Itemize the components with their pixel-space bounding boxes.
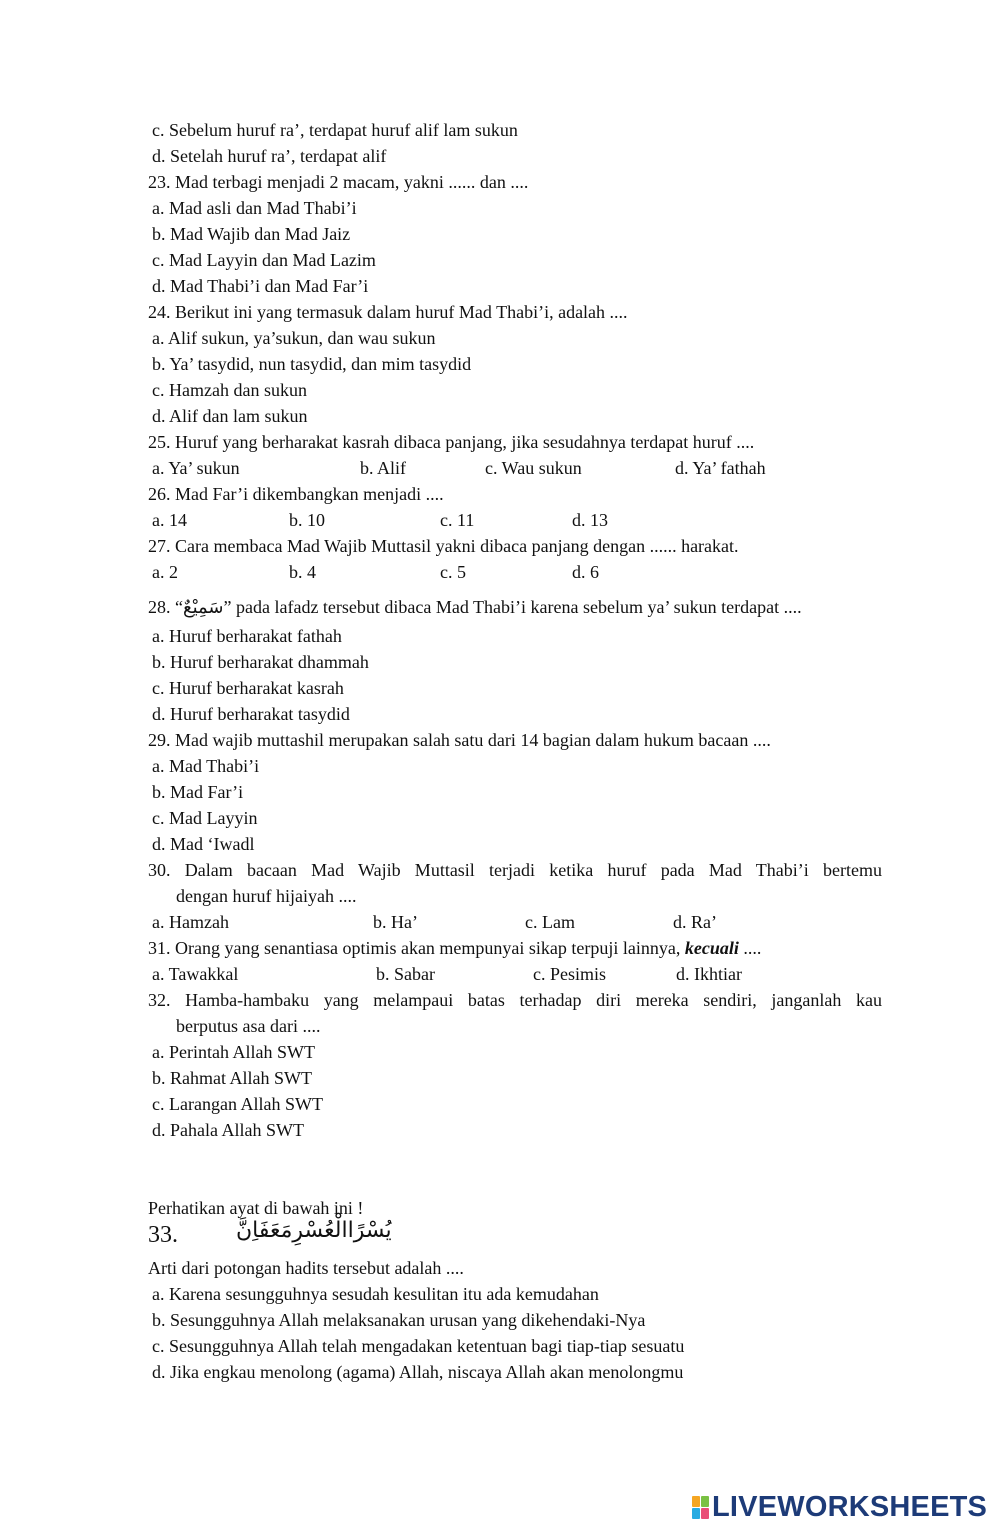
q32-question-line-2: berputus asa dari .... (176, 1016, 321, 1036)
q33-arabic-verse: يُسْرًاالْعُسْرِمَعَفَاِنَّ (236, 1218, 392, 1243)
q25-option-c: c. Wau sukun (485, 458, 582, 478)
q26-option-c: c. 11 (440, 510, 475, 530)
q33-number: 33. (148, 1222, 178, 1248)
q33-option-b: b. Sesungguhnya Allah melaksanakan urusan yang dikehendaki-Nya (152, 1310, 646, 1330)
q33-option-a: a. Karena sesungguhnya sesudah kesulitan itu ada kemudahan (152, 1284, 599, 1304)
q32-option-c: c. Larangan Allah SWT (152, 1094, 323, 1114)
q32-question-line-1: 32. Hamba-hambaku yang melampaui batas terhadap diri mereka sendiri, janganlah kau (148, 990, 882, 1010)
q25-option-a: a. Ya’ sukun (152, 458, 240, 478)
q33-option-c: c. Sesungguhnya Allah telah mengadakan ketentuan bagi tiap-tiap sesuatu (152, 1336, 685, 1356)
q22-option-d: d. Setelah huruf ra’, terdapat alif (152, 146, 387, 166)
q27-question: 27. Cara membaca Mad Wajib Muttasil yakni dibaca panjang dengan ...... harakat. (148, 536, 739, 556)
q31-option-a: a. Tawakkal (152, 964, 239, 984)
q29-option-b: b. Mad Far’i (152, 782, 244, 802)
q31-question (148, 937, 761, 959)
q31-option-c: c. Pesimis (533, 964, 607, 984)
q31-text: 31. Orang yang senantiasa optimis akan mempunyai sikap terpuji lainnya, (148, 938, 685, 958)
q28-option-a: a. Huruf berharakat fathah (152, 626, 342, 646)
instruction-text: Perhatikan ayat di bawah ini ! (148, 1198, 364, 1218)
q30-option-c: c. Lam (525, 912, 575, 932)
q30-option-d: d. Ra’ (673, 912, 717, 932)
q28-option-d: d. Huruf berharakat tasydid (152, 704, 350, 724)
logo-square-1 (692, 1496, 700, 1507)
q25-question: 25. Huruf yang berharakat kasrah dibaca panjang, jika sesudahnya terdapat huruf .... (148, 432, 755, 452)
q27-option-c: c. 5 (440, 562, 466, 582)
q28-arabic-word: سَمِيْعٌ (183, 597, 224, 618)
logo-text: LIVEWORKSHEETS (712, 1490, 988, 1523)
q31-ellipsis: .... (738, 938, 762, 958)
q28-text: ” pada lafadz tersebut dibaca Mad Thabi’i karena sebelum ya’ sukun terdapat .... (223, 597, 802, 617)
q28-option-b: b. Huruf berharakat dhammah (152, 652, 369, 672)
q33-question: Arti dari potongan hadits tersebut adalah .... (148, 1258, 464, 1278)
q32-option-a: a. Perintah Allah SWT (152, 1042, 315, 1062)
q31-option-b: b. Sabar (376, 964, 435, 984)
q25-option-b: b. Alif (360, 458, 407, 478)
q28-question (148, 596, 802, 619)
q26-question: 26. Mad Far’i dikembangkan menjadi .... (148, 484, 444, 504)
logo-grid-icon (692, 1496, 708, 1518)
q29-question: 29. Mad wajib muttashil merupakan salah satu dari 14 bagian dalam hukum bacaan .... (148, 730, 771, 750)
q23-option-c: c. Mad Layyin dan Mad Lazim (152, 250, 376, 270)
q26-option-d: d. 13 (572, 510, 608, 530)
q32-option-b: b. Rahmat Allah SWT (152, 1068, 312, 1088)
q28-number: 28. “ (148, 597, 183, 617)
q29-option-a: a. Mad Thabi’i (152, 756, 260, 776)
q24-option-c: c. Hamzah dan sukun (152, 380, 307, 400)
q23-option-b: b. Mad Wajib dan Mad Jaiz (152, 224, 351, 244)
q24-option-a: a. Alif sukun, ya’sukun, dan wau sukun (152, 328, 436, 348)
q30-question-line-2: dengan huruf hijaiyah .... (176, 886, 357, 906)
q32-option-d: d. Pahala Allah SWT (152, 1120, 304, 1140)
q23-option-d: d. Mad Thabi’i dan Mad Far’i (152, 276, 369, 296)
q30-question-line-1: 30. Dalam bacaan Mad Wajib Muttasil terjadi ketika huruf pada Mad Thabi’i bertemu (148, 860, 882, 880)
q27-option-a: a. 2 (152, 562, 178, 582)
logo-square-3 (692, 1508, 700, 1519)
logo-square-2 (701, 1496, 709, 1507)
q24-option-b: b. Ya’ tasydid, nun tasydid, dan mim tasydid (152, 354, 472, 374)
q29-option-d: d. Mad ‘Iwadl (152, 834, 255, 854)
q33-option-d: d. Jika engkau menolong (agama) Allah, niscaya Allah akan menolongmu (152, 1362, 684, 1382)
q26-option-b: b. 10 (289, 510, 325, 530)
q24-question: 24. Berikut ini yang termasuk dalam huruf Mad Thabi’i, adalah .... (148, 302, 628, 322)
q23-question: 23. Mad terbagi menjadi 2 macam, yakni ...... dan .... (148, 172, 529, 192)
q23-option-a: a. Mad asli dan Mad Thabi’i (152, 198, 357, 218)
q27-option-d: d. 6 (572, 562, 599, 582)
q26-option-a: a. 14 (152, 510, 187, 530)
q31-option-d: d. Ikhtiar (676, 964, 742, 984)
q27-option-b: b. 4 (289, 562, 316, 582)
q30-option-b: b. Ha’ (373, 912, 418, 932)
q25-option-d: d. Ya’ fathah (675, 458, 766, 478)
liveworksheets-logo (692, 1490, 987, 1524)
q22-option-c: c. Sebelum huruf ra’, terdapat huruf alif lam sukun (152, 120, 518, 140)
q28-option-c: c. Huruf berharakat kasrah (152, 678, 344, 698)
q31-emphasis: kecuali (684, 938, 739, 958)
logo-square-4 (701, 1508, 709, 1519)
q24-option-d: d. Alif dan lam sukun (152, 406, 308, 426)
q30-option-a: a. Hamzah (152, 912, 229, 932)
q29-option-c: c. Mad Layyin (152, 808, 258, 828)
